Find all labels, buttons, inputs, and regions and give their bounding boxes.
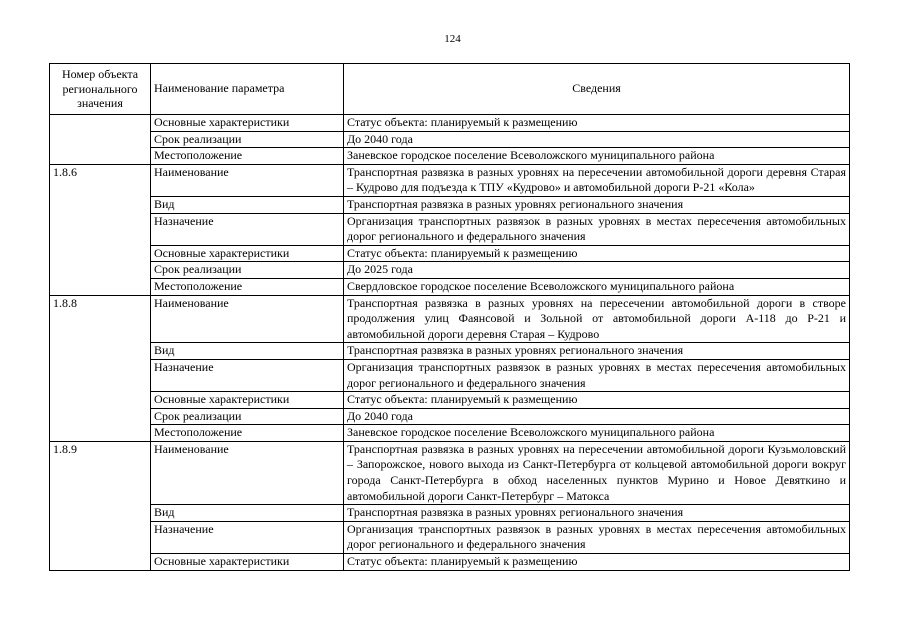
table-row	[50, 164, 850, 196]
info-cell: Организация транспортных развязок в разных уровнях в местах пересечения автомобильных дорог регионального и федерального значения	[344, 213, 850, 245]
parameter-name-cell: Наименование	[151, 441, 344, 504]
table-row	[50, 505, 850, 522]
table-header-row	[50, 64, 850, 115]
info-cell: Заневское городское поселение Всеволожского муниципального района	[344, 148, 850, 165]
parameter-name-cell: Срок реализации	[151, 408, 344, 425]
parameter-name-cell: Срок реализации	[151, 262, 344, 279]
parameter-name-cell: Основные характеристики	[151, 392, 344, 409]
table-row	[50, 262, 850, 279]
parameter-name-cell: Вид	[151, 505, 344, 522]
page-number: 124	[444, 33, 461, 45]
table-row	[50, 213, 850, 245]
table-row	[50, 408, 850, 425]
info-cell: Статус объекта: планируемый к размещению	[344, 392, 850, 409]
info-cell: Транспортная развязка в разных уровнях регионального значения	[344, 505, 850, 522]
table-row	[50, 278, 850, 295]
info-cell: Организация транспортных развязок в разных уровнях в местах пересечения автомобильных дорог регионального и федерального значения	[344, 359, 850, 391]
object-number-cell: 1.8.8	[50, 295, 151, 441]
info-cell: Транспортная развязка в разных уровнях регионального значения	[344, 343, 850, 360]
info-cell: Статус объекта: планируемый к размещению	[344, 554, 850, 571]
parameter-name-cell: Назначение	[151, 359, 344, 391]
header-parameter-name: Наименование параметра	[151, 64, 344, 115]
info-cell: Свердловское городское поселение Всеволожского муниципального района	[344, 278, 850, 295]
parameter-name-cell: Наименование	[151, 164, 344, 196]
table-row	[50, 359, 850, 391]
object-number-cell: 1.8.6	[50, 164, 151, 295]
info-cell: До 2040 года	[344, 131, 850, 148]
info-cell: Организация транспортных развязок в разных уровнях в местах пересечения автомобильных дорог регионального и федерального значения	[344, 521, 850, 553]
table-row	[50, 115, 850, 132]
info-cell: Статус объекта: планируемый к размещению	[344, 115, 850, 132]
info-cell: Транспортная развязка в разных уровнях на пересечении автомобильной дороги деревня Старая – Кудрово для подъезда к ТПУ «Кудрово» и автомобильной дороги Р-21 «Кола»	[344, 164, 850, 196]
objects-table	[49, 63, 850, 571]
parameter-name-cell: Вид	[151, 343, 344, 360]
parameter-name-cell: Местоположение	[151, 148, 344, 165]
header-object-number: Номер объекта регионального значения	[50, 64, 151, 115]
parameter-name-cell: Местоположение	[151, 278, 344, 295]
object-number-cell: 1.8.9	[50, 441, 151, 570]
table-row	[50, 521, 850, 553]
table-row	[50, 343, 850, 360]
table-row	[50, 131, 850, 148]
info-cell: До 2040 года	[344, 408, 850, 425]
parameter-name-cell: Основные характеристики	[151, 554, 344, 571]
table-row	[50, 148, 850, 165]
info-cell: До 2025 года	[344, 262, 850, 279]
table-row	[50, 554, 850, 571]
header-info: Сведения	[344, 64, 850, 115]
table-row	[50, 245, 850, 262]
table-row	[50, 441, 850, 504]
table-row	[50, 295, 850, 343]
parameter-name-cell: Основные характеристики	[151, 115, 344, 132]
info-cell: Транспортная развязка в разных уровнях на пересечении автомобильной дороги в створе продолжения улиц Фаянсовой и Зольной от автомобильной дороги А-118 до Р-21 и автомобильной дороги деревня Старая – Кудрово	[344, 295, 850, 343]
info-cell: Статус объекта: планируемый к размещению	[344, 245, 850, 262]
info-cell: Транспортная развязка в разных уровнях на пересечении автомобильной дороги Кузьмоловский – Запорожское, нового выхода из Санкт-Петербурга от кольцевой автомобильной дороги вокруг города Санкт-Петербурга в обход населенных пунктов Мурино и Новое Девяткино и автомобильной дороги Санкт-Петербург – Матокса	[344, 441, 850, 504]
object-number-cell	[50, 115, 151, 165]
table-body	[50, 115, 850, 571]
table-row	[50, 196, 850, 213]
info-cell: Транспортная развязка в разных уровнях регионального значения	[344, 196, 850, 213]
parameter-name-cell: Вид	[151, 196, 344, 213]
parameter-name-cell: Местоположение	[151, 425, 344, 442]
info-cell: Заневское городское поселение Всеволожского муниципального района	[344, 425, 850, 442]
parameter-name-cell: Наименование	[151, 295, 344, 343]
parameter-name-cell: Назначение	[151, 213, 344, 245]
table-row	[50, 425, 850, 442]
parameter-name-cell: Срок реализации	[151, 131, 344, 148]
table-row	[50, 392, 850, 409]
parameter-name-cell: Назначение	[151, 521, 344, 553]
parameter-name-cell: Основные характеристики	[151, 245, 344, 262]
